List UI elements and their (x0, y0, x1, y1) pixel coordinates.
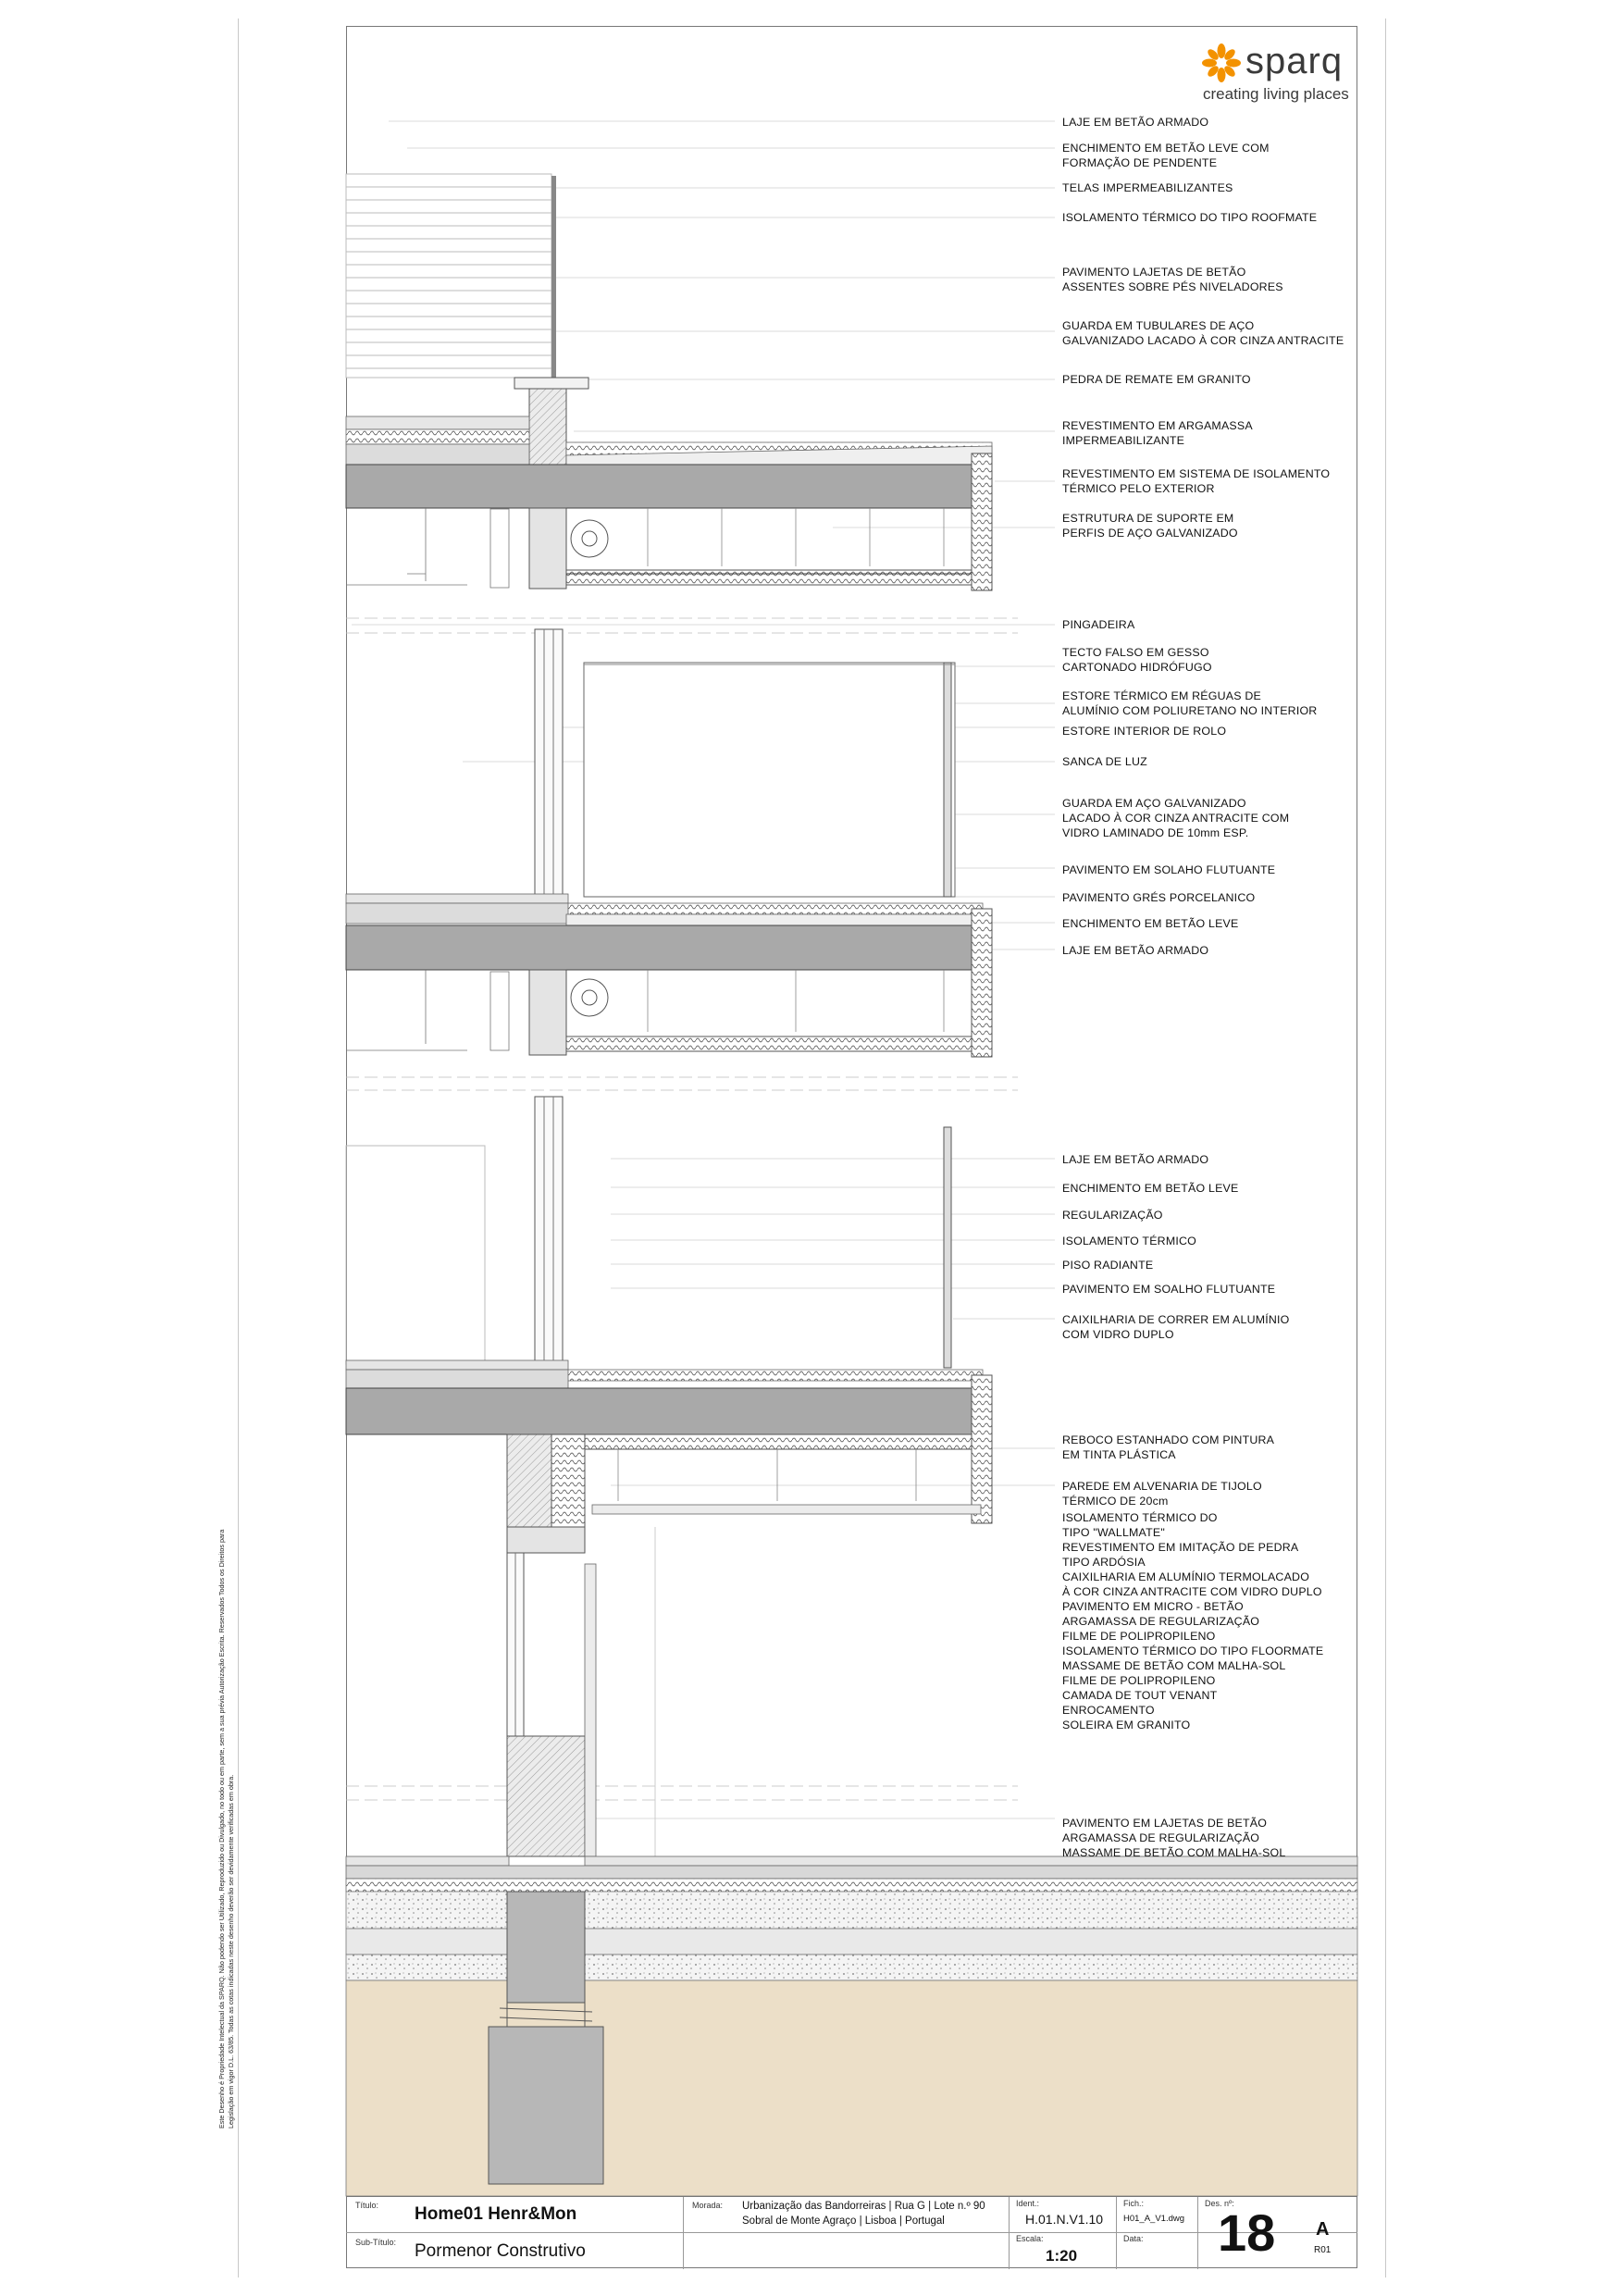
callout-terrace-paving: PAVIMENTO LAJETAS DE BETÃO ASSENTES SOBRE PÉS NIVELADORES (1062, 266, 1283, 293)
titulo-label: Título: (355, 2201, 379, 2210)
data-label: Data: (1123, 2234, 1144, 2243)
callout-false-ceiling: TECTO FALSO EM GESSO CARTONADO HIDRÓFUGO (1062, 646, 1212, 674)
callout-slab-2: LAJE EM BETÃO ARMADO (1062, 944, 1209, 957)
callout-insulation: ISOLAMENTO TÉRMICO (1062, 1235, 1196, 1247)
callout-plaster: REBOCO ESTANHADO COM PINTURA EM TINTA PLÁSTICA (1062, 1433, 1275, 1461)
callout-drip: PINGADEIRA (1062, 618, 1135, 631)
callout-slab-3: LAJE EM BETÃO ARMADO (1062, 1153, 1209, 1166)
callout-light-concrete-2: ENCHIMENTO EM BETÃO LEVE (1062, 1182, 1239, 1195)
project-title: Home01 Henr&Mon (415, 2204, 577, 2224)
title-block (346, 2196, 1357, 2269)
callout-render: REVESTIMENTO EM ARGAMASSA IMPERMEABILIZANTE (1062, 419, 1253, 447)
copyright-notice: Este Desenho é Propriedade Intelectual da SPARQ. Não podendo ser Utilizado, Reproduzido ou Divulgado, no todo ou em parte, sem a sua prévia Autorização Escrita. Reservados Todos os Direitos para Legislação em vigor D.L. 63/85. Todas as cotas indicadas neste desenho deverão ser devidamente verificadas em obra. (217, 1529, 235, 2128)
scale-value: 1:20 (1046, 2247, 1078, 2265)
callout-floating-floor-1: PAVIMENTO EM SOLAHO FLUTUANTE (1062, 863, 1276, 876)
callout-brick-wall: PAREDE EM ALVENARIA DE TIJOLO TÉRMICO DE 20cm (1062, 1480, 1262, 1508)
logo-tagline: creating living places (1203, 85, 1349, 103)
des-label: Des. nº: (1205, 2199, 1234, 2208)
callout-granite-coping: PEDRA DE REMATE EM GRANITO (1062, 373, 1251, 386)
callout-sliding-frame: CAIXILHARIA DE CORRER EM ALUMÍNIO COM VIDRO DUPLO (1062, 1313, 1290, 1341)
address-line-1: Urbanização das Bandorreiras | Rua G | Lote n.º 90 (742, 2201, 985, 2212)
callout-levelling: REGULARIZAÇÃO (1062, 1209, 1163, 1222)
subtitulo-label: Sub-Título: (355, 2238, 397, 2247)
leader-lines (352, 121, 1055, 1877)
sparq-asterisk-icon (1201, 43, 1242, 83)
callout-roof-railing: GUARDA EM TUBULARES DE AÇO GALVANIZADO LACADO À COR CINZA ANTRACITE (1062, 319, 1344, 347)
fich-label: Fich.: (1123, 2199, 1145, 2208)
address-line-2: Sobral de Monte Agraço | Lisboa | Portugal (742, 2215, 945, 2227)
file-name: H01_A_V1.dwg (1123, 2214, 1185, 2224)
callout-exterior-paving: PAVIMENTO EM LAJETAS DE BETÃO ARGAMASSA DE REGULARIZAÇÃO MASSAME DE BETÃO COM MALHA-SOL (1062, 1817, 1286, 1859)
callout-support-frame: ESTRUTURA DE SUPORTE EM PERFIS DE AÇO GALVANIZADO (1062, 512, 1238, 540)
callout-roller-blind: ESTORE INTERIOR DE ROLO (1062, 725, 1227, 738)
morada-label: Morada: (692, 2201, 724, 2210)
drawing-letter: A (1316, 2219, 1330, 2240)
sheet-subtitle: Pormenor Construtivo (415, 2241, 586, 2261)
callout-light-cove: SANCA DE LUZ (1062, 755, 1147, 768)
callout-roof-fill: ENCHIMENTO EM BETÃO LEVE COM FORMAÇÃO DE PENDENTE (1062, 142, 1270, 169)
drawing-number: 18 (1218, 2203, 1276, 2262)
callout-ground-floor-stack: ISOLAMENTO TÉRMICO DO TIPO "WALLMATE" REVESTIMENTO EM IMITAÇÃO DE PEDRA TIPO ARDÓSIA CAIXILHARIA EM ALUMÍNIO TERMOLACADO À COR CINZA ANTRACITE COM VIDRO DUPLO PAVIMENTO EM MICRO - BETÃO ARGAMASSA DE REGULARIZAÇÃO FILME DE POLIPROPILENO ISOLAMENTO TÉRMICO DO TIPO FLOORMATE MASSAME DE BETÃO COM MALHA-SOL FILME DE POLIPROPILENO CAMADA DE TOUT VENANT ENROCAMENTO SOLEIRA EM GRANITO (1062, 1511, 1324, 1731)
sparq-logo (1201, 39, 1349, 104)
ident-value: H.01.N.V1.10 (1025, 2212, 1104, 2227)
escala-label: Escala: (1016, 2234, 1044, 2243)
revision: R01 (1314, 2245, 1332, 2255)
callout-etics: REVESTIMENTO EM SISTEMA DE ISOLAMENTO TÉRMICO PELO EXTERIOR (1062, 467, 1331, 495)
ident-label: Ident.: (1016, 2199, 1040, 2208)
callout-radiant-floor: PISO RADIANTE (1062, 1259, 1154, 1272)
callout-porcelain-floor: PAVIMENTO GRÉS PORCELANICO (1062, 891, 1256, 904)
callout-roof-slab: LAJE EM BETÃO ARMADO (1062, 116, 1209, 129)
callout-glass-railing: GUARDA EM AÇO GALVANIZADO LACADO À COR CINZA ANTRACITE COM VIDRO LAMINADO DE 10mm ESP. (1062, 797, 1290, 839)
logo-wordmark: sparq (1245, 41, 1344, 81)
callout-floating-floor-2: PAVIMENTO EM SOALHO FLUTUANTE (1062, 1283, 1276, 1296)
callout-roofmate: ISOLAMENTO TÉRMICO DO TIPO ROOFMATE (1062, 211, 1318, 224)
callout-thermal-blind: ESTORE TÉRMICO EM RÉGUAS DE ALUMÍNIO COM POLIURETANO NO INTERIOR (1062, 689, 1318, 717)
callout-waterproofing: TELAS IMPERMEABILIZANTES (1062, 181, 1233, 194)
callout-light-concrete-1: ENCHIMENTO EM BETÃO LEVE (1062, 917, 1239, 930)
